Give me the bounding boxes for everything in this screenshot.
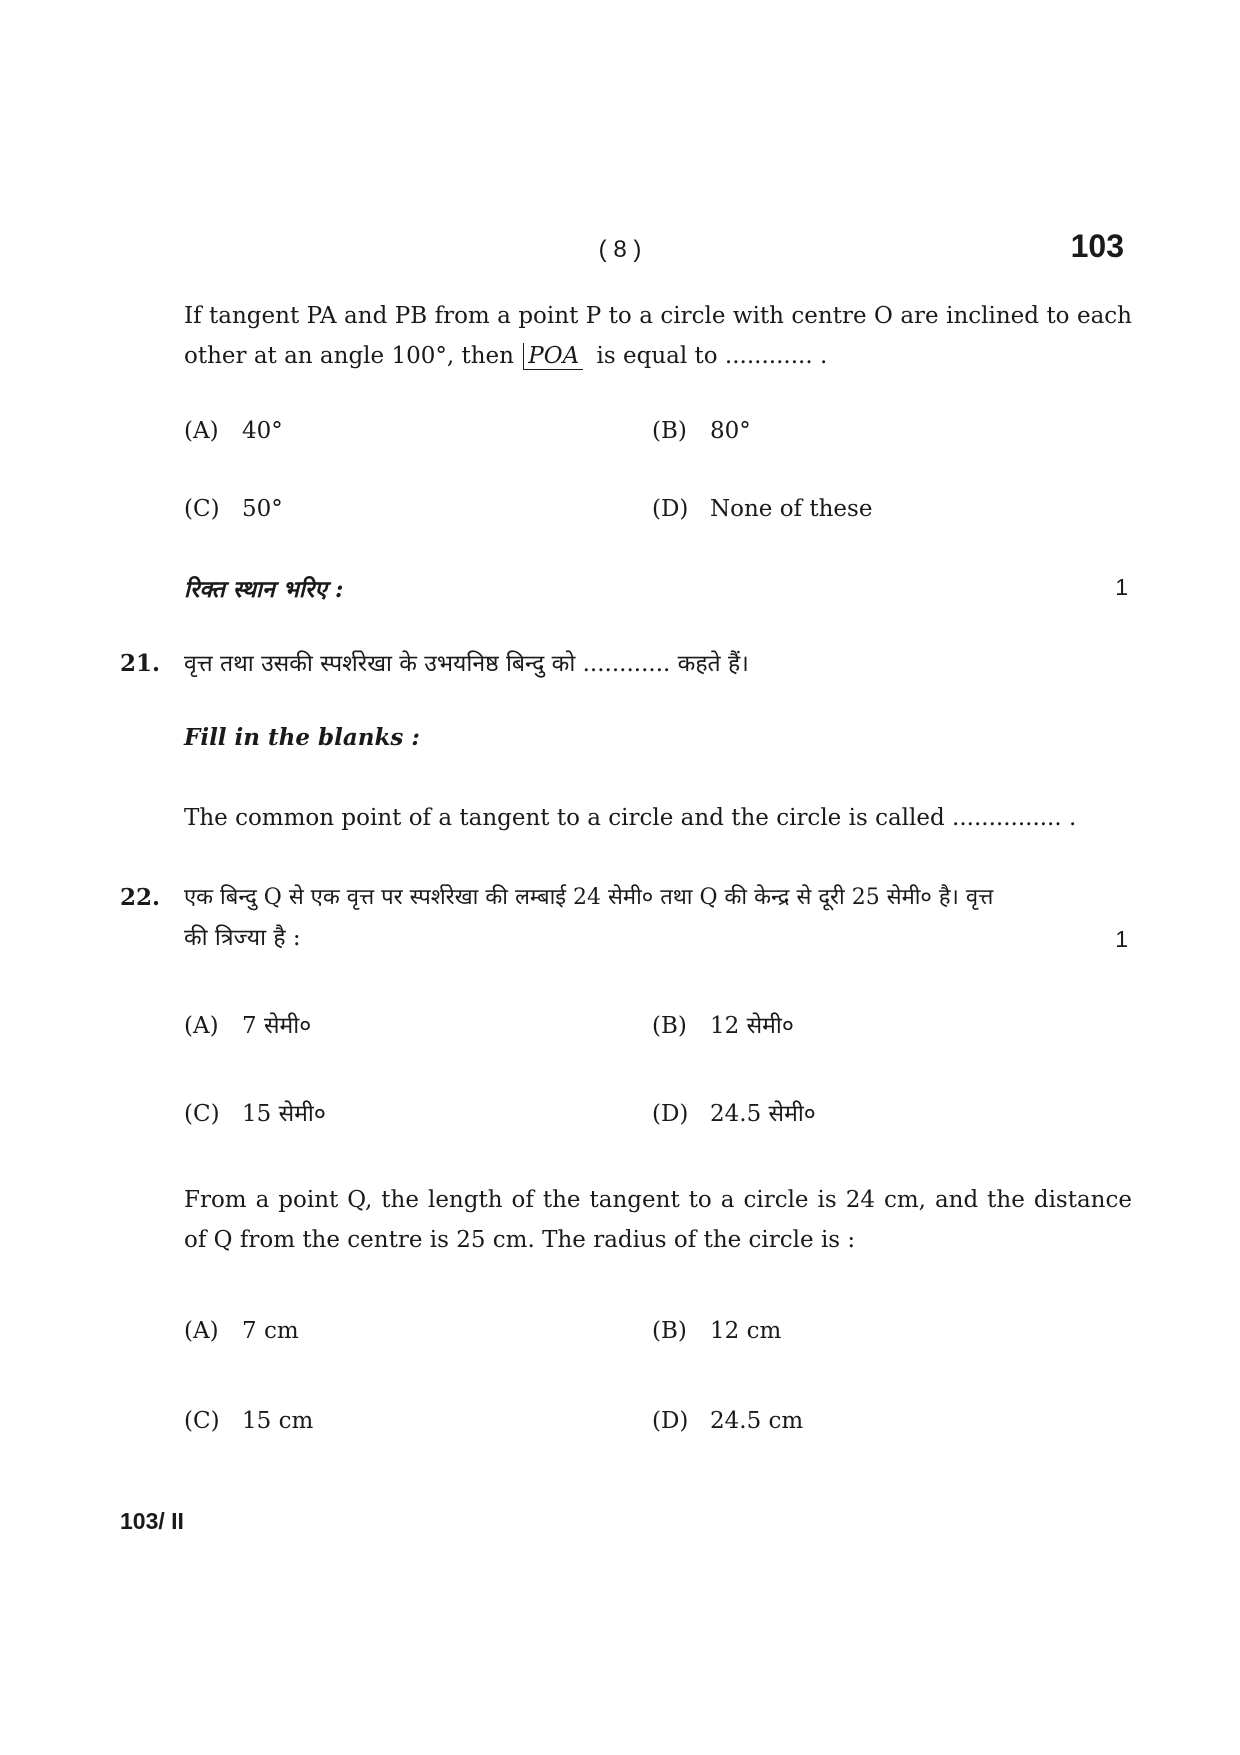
fill-blanks-heading-hindi: रिक्त स्थान भरिए :	[184, 576, 344, 603]
q21-number: 21.	[120, 650, 161, 677]
q20-option-a	[184, 418, 283, 444]
q20-option-b	[652, 418, 751, 444]
angle-poa: POA	[523, 343, 583, 370]
q22-option-english-c	[184, 1408, 313, 1434]
q22-option-english-b	[652, 1318, 781, 1344]
option-value: 12 cm	[710, 1318, 782, 1344]
fill-blanks-marks: 1	[1115, 574, 1128, 600]
option-value: None of these	[710, 496, 873, 522]
footer-paper-code: 103/ II	[120, 1508, 184, 1534]
fill-blanks-heading-english: Fill in the blanks :	[184, 724, 420, 751]
q20-option-c	[184, 496, 283, 522]
q22-option-english-d	[652, 1408, 803, 1434]
q22-option-hindi-b	[652, 1008, 794, 1040]
q22-number: 22.	[120, 884, 161, 911]
option-label: (C)	[184, 1408, 220, 1434]
q22-text-hindi-line2: की त्रिज्या है :	[184, 925, 301, 951]
q20-text	[184, 296, 1132, 376]
option-label: (D)	[652, 496, 689, 522]
option-value: 80°	[710, 418, 751, 444]
option-value: 15 cm	[242, 1408, 314, 1434]
option-value: 24.5 सेमी०	[710, 1101, 816, 1127]
q21-text-hindi: वृत्त तथा उसकी स्पर्शरेखा के उभयनिष्ठ बिन्दु को ............ कहते हैं।	[184, 651, 749, 677]
option-value: 7 cm	[242, 1318, 299, 1344]
q22-option-hindi-c	[184, 1096, 326, 1128]
option-label: (D)	[652, 1408, 689, 1434]
q22-text-english: From a point Q, the length of the tangent to a circle is 24 cm, and the distance of Q from the centre is 25 cm. The radius of the circle is :	[184, 1187, 1132, 1253]
option-label: (D)	[652, 1101, 689, 1127]
option-label: (A)	[184, 418, 219, 444]
q22-option-english-a	[184, 1318, 299, 1344]
q20-option-d	[652, 496, 872, 522]
option-value: 50°	[242, 496, 283, 522]
option-label: (B)	[652, 1318, 687, 1344]
q22-text-hindi-line1: एक बिन्दु Q से एक वृत्त पर स्पर्शरेखा की लम्बाई 24 सेमी० तथा Q की केन्द्र से दूरी 25 सेमी० है। वृत्त	[184, 885, 994, 910]
q20-text-before: If tangent PA and PB from a point P to a circle with centre O are inclined to each other at an angle 100°, then	[184, 303, 1132, 369]
q22-option-hindi-d	[652, 1096, 816, 1128]
q21-text-english: The common point of a tangent to a circle and the circle is called ............... .	[184, 805, 1077, 831]
option-value: 15 सेमी०	[242, 1101, 326, 1127]
option-label: (C)	[184, 1101, 220, 1127]
option-label: (A)	[184, 1318, 219, 1344]
option-value: 7 सेमी०	[242, 1013, 312, 1039]
option-label: (A)	[184, 1013, 219, 1039]
q22-marks: 1	[1115, 926, 1128, 952]
option-label: (B)	[652, 418, 687, 444]
option-value: 12 सेमी०	[710, 1013, 794, 1039]
option-value: 40°	[242, 418, 283, 444]
option-value: 24.5 cm	[710, 1408, 804, 1434]
option-label: (C)	[184, 496, 220, 522]
option-label: (B)	[652, 1013, 687, 1039]
paper-code: 103	[1070, 228, 1124, 264]
q22-option-hindi-a	[184, 1008, 311, 1040]
page-number: ( 8 )	[598, 236, 642, 263]
q20-text-after: is equal to ............ .	[596, 343, 828, 369]
